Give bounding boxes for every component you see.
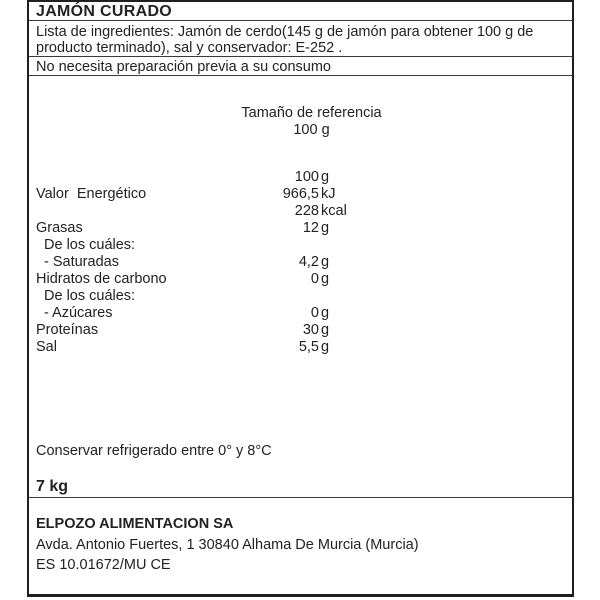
nutrient-name: De los cuáles: <box>44 237 136 253</box>
net-weight: 7 kg <box>36 478 69 495</box>
reference-size-block <box>29 105 572 139</box>
product-title: JAMÓN CURADO <box>36 3 173 20</box>
nutrient-unit: g <box>321 254 330 270</box>
storage-instructions: Conservar refrigerado entre 0° y 8°C <box>36 443 272 459</box>
nutrient-amount: 0 <box>310 305 319 321</box>
nutrient-name <box>29 203 234 220</box>
product-label-sheet <box>27 0 574 597</box>
reference-size: 100 g <box>293 122 330 138</box>
nutrient-amount: 966,5 <box>282 186 319 202</box>
manufacturer-address: Avda. Antonio Fuertes, 1 30840 Alhama De Murcia (Murcia) <box>36 537 419 553</box>
nutrient-unit: g <box>321 339 330 355</box>
manufacturer-name: ELPOZO ALIMENTACION SA <box>36 516 234 532</box>
nutrient-name: Valor Energético <box>36 186 147 202</box>
nutrient-name: De los cuáles: <box>44 288 136 304</box>
nutrient-amount: 5,5 <box>298 339 319 355</box>
nutrition-header-label <box>29 169 234 186</box>
nutrition-row <box>29 288 572 305</box>
nutrition-column-header-row <box>29 169 572 186</box>
registration-code: ES 10.01672/MU CE <box>36 557 171 573</box>
nutrient-amount: 30 <box>302 322 319 338</box>
nutrition-row <box>29 339 572 356</box>
nutrient-name: Hidratos de carbono <box>36 271 167 287</box>
nutrition-row <box>29 271 572 288</box>
manufacturer-block <box>29 516 572 574</box>
nutrient-amount <box>234 288 319 305</box>
nutrition-row <box>29 203 572 220</box>
nutrient-unit: kJ <box>321 186 336 202</box>
nutrition-row <box>29 220 572 237</box>
ingredients-text: Lista de ingredientes: Jamón de cerdo(145 g de jamón para obtener 100 g de producto terminado), sal y conservador: E-252 . <box>36 24 538 56</box>
nutrient-unit: kcal <box>321 203 347 219</box>
nutrient-unit: g <box>321 322 330 338</box>
nutrient-name: Grasas <box>36 220 83 236</box>
nutrition-row <box>29 305 572 322</box>
nutrition-table <box>29 169 572 356</box>
nutrition-row <box>29 237 572 254</box>
nutrient-name: Proteínas <box>36 322 99 338</box>
nutrient-unit: g <box>321 220 330 236</box>
nutrient-amount: 4,2 <box>298 254 319 270</box>
nutrition-header-amount: 100 <box>294 169 319 185</box>
nutrition-row <box>29 254 572 271</box>
nutrient-amount: 228 <box>294 203 319 219</box>
separator-line-preparation <box>29 75 572 76</box>
nutrient-name: - Saturadas <box>44 254 119 270</box>
reference-caption: Tamaño de referencia <box>241 105 382 121</box>
nutrient-amount: 0 <box>310 271 319 287</box>
nutrient-unit: g <box>321 271 330 287</box>
nutrient-amount: 12 <box>302 220 319 236</box>
nutrient-amount <box>234 237 319 254</box>
nutrient-unit: g <box>321 305 330 321</box>
separator-line-manufacturer <box>29 497 572 498</box>
preparation-text: No necesita preparación previa a su consumo <box>36 59 331 75</box>
nutrition-header-unit: g <box>321 169 330 185</box>
nutrition-row <box>29 186 572 203</box>
nutrition-row <box>29 322 572 339</box>
nutrient-name: - Azúcares <box>44 305 113 321</box>
nutrient-name: Sal <box>36 339 57 355</box>
